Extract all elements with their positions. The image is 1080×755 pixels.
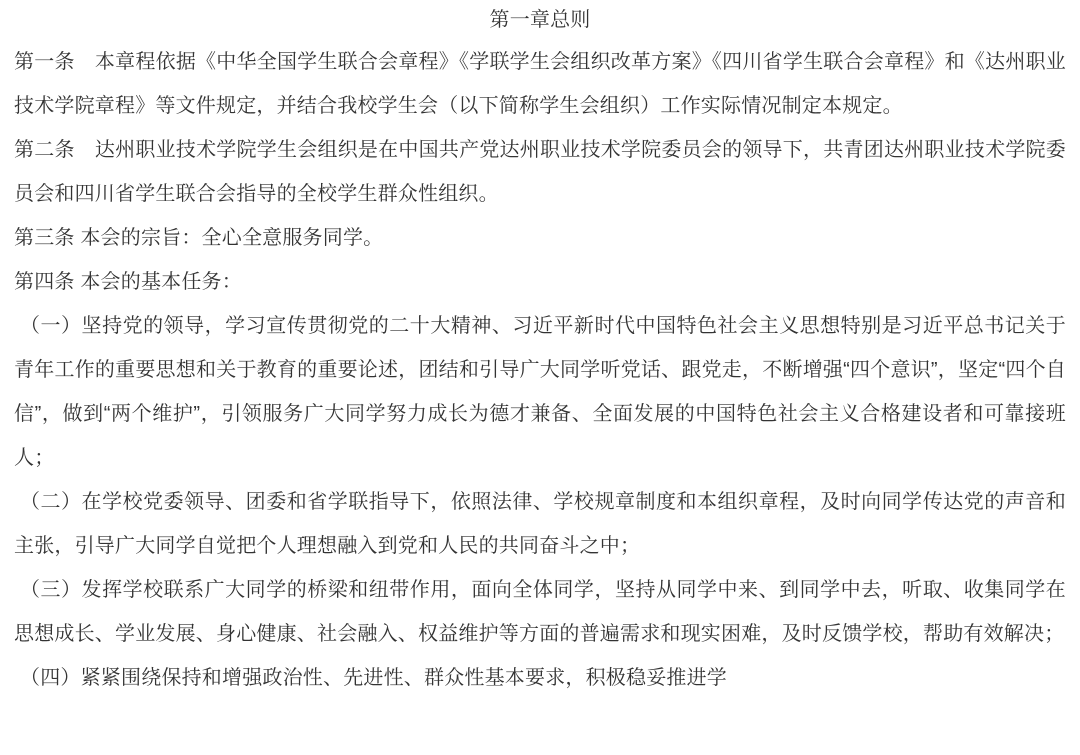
article-1: 第一条 本章程依据《中华全国学生联合会章程》《学联学生会组织改革方案》《四川省学生联合会章程》和《达州职业技术学院章程》等文件规定，并结合我校学生会（以下简称学生会组织）工作实际情况制定本规定。 xyxy=(14,51,1066,117)
chapter-heading: 第一章总则 xyxy=(489,9,591,31)
document-body xyxy=(14,40,1066,700)
article-4: 第四条 本会的基本任务： xyxy=(14,271,242,293)
article-4-item-1: （一）坚持党的领导，学习宣传贯彻党的二十大精神、习近平新时代中国特色社会主义思想特别是习近平总书记关于青年工作的重要思想和关于教育的重要论述，团结和引导广大同学听党话、跟党走，不断增强“四个意识”，坚定“四个自信”，做到“两个维护”，引领服务广大同学努力成长为德才兼备、全面发展的中国特色社会主义合格建设者和可靠接班人； xyxy=(14,315,1066,469)
article-4-item-4: （四）紧紧围绕保持和增强政治性、先进性、群众性基本要求，积极稳妥推进学 xyxy=(20,667,727,689)
article-3: 第三条 本会的宗旨：全心全意服务同学。 xyxy=(14,227,384,249)
article-4-item-3: （三）发挥学校联系广大同学的桥梁和纽带作用，面向全体同学，坚持从同学中来、到同学中去，听取、收集同学在思想成长、学业发展、身心健康、社会融入、权益维护等方面的普遍需求和现实困难，及时反馈学校，帮助有效解决； xyxy=(14,579,1066,645)
article-2: 第二条 达州职业技术学院学生会组织是在中国共产党达州职业技术学院委员会的领导下，共青团达州职业技术学院委员会和四川省学生联合会指导的全校学生群众性组织。 xyxy=(14,139,1066,205)
article-4-item-2: （二）在学校党委领导、团委和省学联指导下，依照法律、学校规章制度和本组织章程，及时向同学传达党的声音和主张，引导广大同学自觉把个人理想融入到党和人民的共同奋斗之中； xyxy=(14,491,1066,557)
